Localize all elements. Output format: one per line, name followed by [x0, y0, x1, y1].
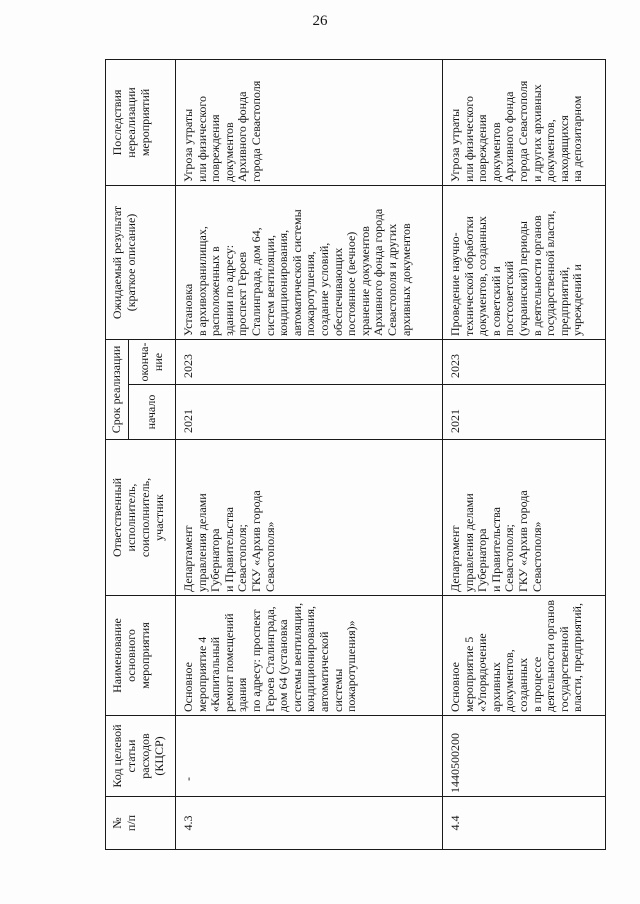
header-term-end: оконча- ние	[129, 339, 176, 384]
header-responsible: Ответственный исполнитель, соисполнитель, участник	[106, 440, 176, 596]
header-row	[106, 59, 129, 849]
header-expected-result: Ожидаемый результат (краткое описание)	[106, 185, 176, 339]
cell-expected-result: Установка в архивохранилищах, расположенных в здании по адресу: проспект Героев Сталинграда, дом 64, систем вентиляции, кондиционирования, автоматической системы пожаротушения, создание условий, обеспечивающих постоянное (вечное) хранение документов Архивного фонда города Севастополя и других архивных документов	[176, 185, 443, 339]
rotated-table-wrapper	[105, 60, 605, 850]
cell-start-year: 2021	[176, 385, 443, 440]
page-number: 26	[312, 13, 328, 29]
cell-expected-result: Проведение научно- технической обработки документов, созданных в советский и постсоветский (украинский) периоды в деятельности органов государственной власти, предприятий, учреждений и	[443, 185, 606, 339]
header-consequences: Последствия нереализации мероприятий	[106, 59, 176, 185]
cell-end-year: 2023	[443, 339, 606, 384]
cell-activity-name: Основное мероприятие 4 «Капитальный ремонт помещений здания по адресу: проспект Героев Сталинграда, дом 64 (установка системы вентиляции, кондиционирования, автоматической системы пожаротушения)»	[176, 596, 443, 716]
header-kcsr-code: Код целевой статьи расходов (КЦСР)	[106, 716, 176, 797]
cell-activity-name: Основное мероприятие 5 «Упорядочение архивных документов, созданных в процессе деятельности органов государственной власти, предприятий,	[443, 596, 606, 716]
cell-number: 4.4	[443, 797, 606, 850]
cell-kcsr-code: -	[176, 716, 443, 797]
header-term: Срок реализации	[106, 339, 129, 439]
header-number: № п/п	[106, 797, 176, 850]
header-activity-name: Наименование основного мероприятия	[106, 596, 176, 716]
cell-number: 4.3	[176, 797, 443, 850]
table-row	[176, 59, 443, 849]
cell-start-year: 2021	[443, 385, 606, 440]
header-term-start: начало	[129, 385, 176, 440]
activities-table	[105, 59, 606, 850]
cell-end-year: 2023	[176, 339, 443, 384]
cell-consequences: Угроза утраты или физического повреждения документов Архивного фонда города Севастополя	[176, 59, 443, 185]
cell-kcsr-code: 1440500200	[443, 716, 606, 797]
cell-consequences: Угроза утраты или физического повреждения документов Архивного фонда города Севастополя и других архивных документов, находящихся на депозитарном	[443, 59, 606, 185]
cell-responsible: Департамент управления делами Губернатора и Правительства Севастополя; ГКУ «Архив города Севастополя»	[176, 440, 443, 596]
table-row	[443, 59, 606, 849]
cell-responsible: Департамент управления делами Губернатора и Правительства Севастополя; ГКУ «Архив города Севастополя»	[443, 440, 606, 596]
